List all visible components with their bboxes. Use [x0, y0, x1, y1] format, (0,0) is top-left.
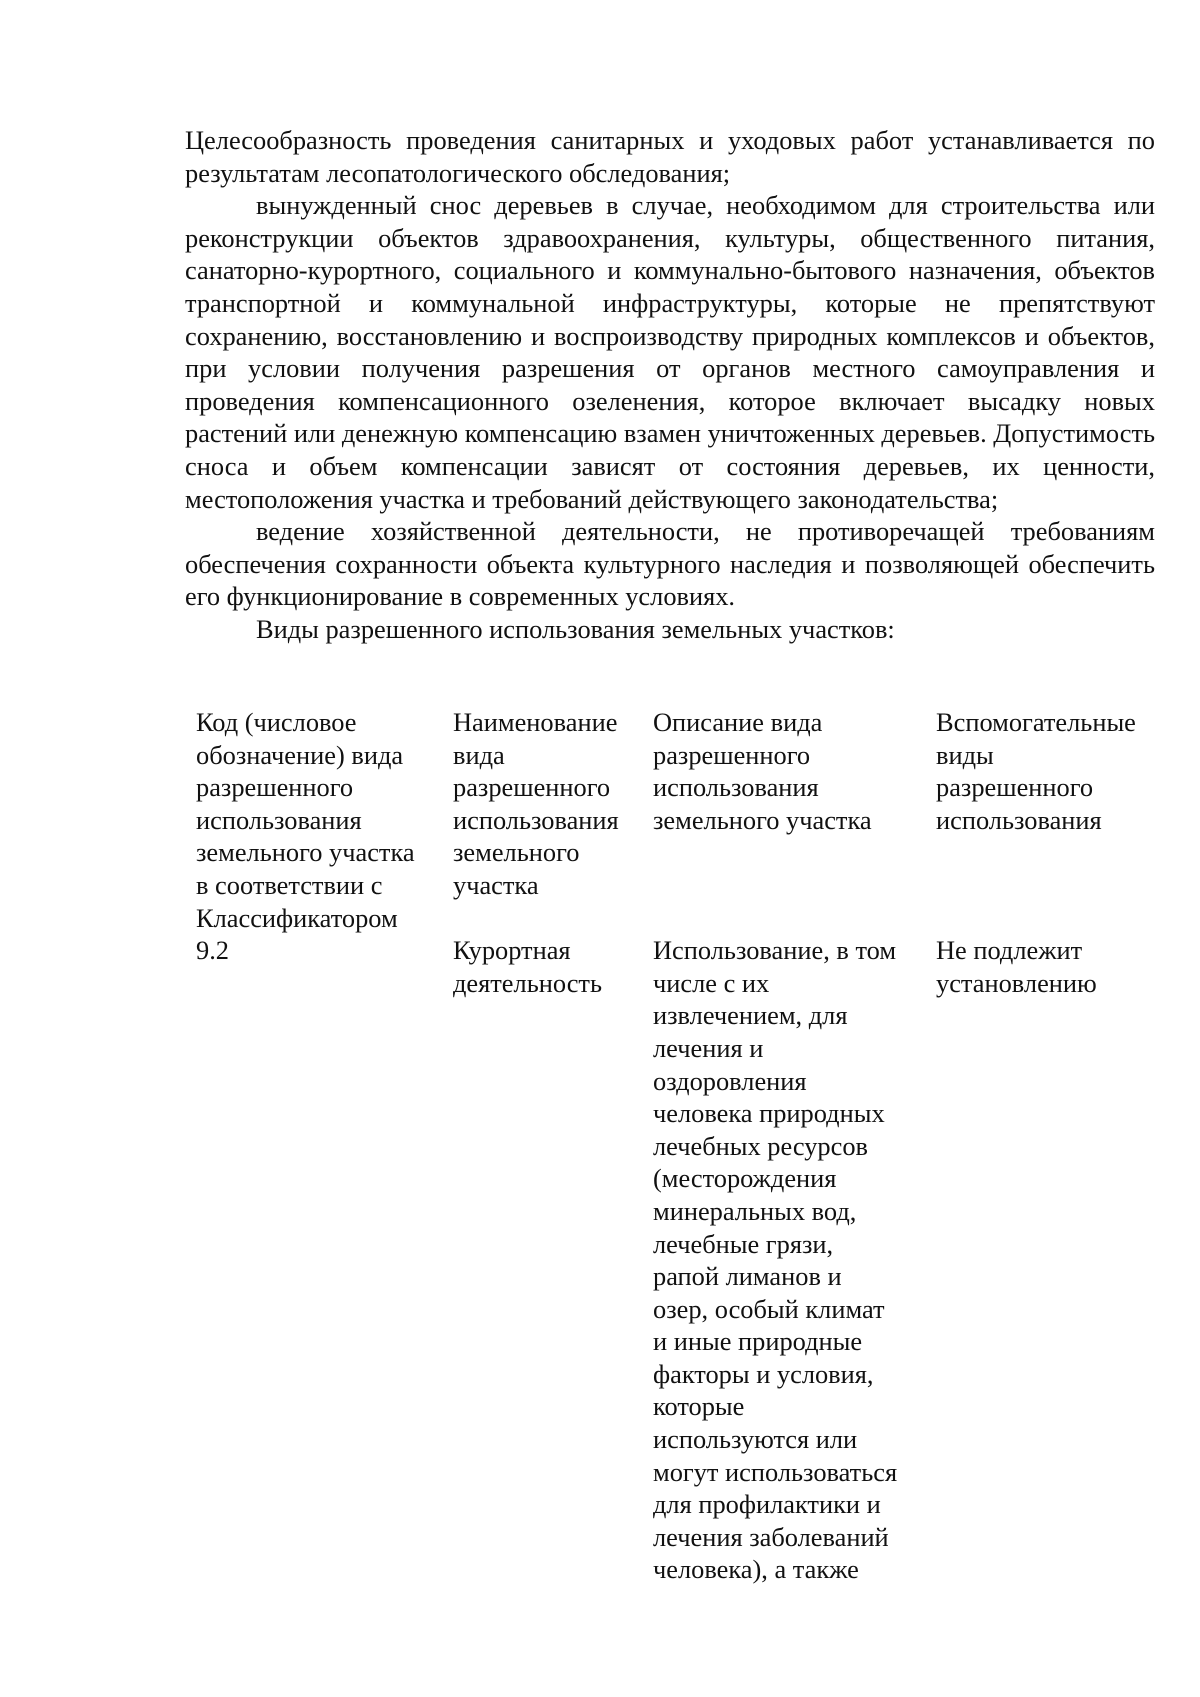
cell-name: Курортная деятельность — [453, 935, 602, 998]
header-description: Описание вида разрешенного использования земельного участка — [653, 707, 872, 835]
table-row — [196, 934, 1176, 1586]
paragraph-economic-activity: ведение хозяйственной деятельности, не противоречащей требованиям обеспечения сохранности объекта культурного наследия и позволяющей обеспечить его функционирование в современных условиях. — [185, 516, 1155, 612]
paragraph-land-use-intro: Виды разрешенного использования земельных участков: — [256, 613, 895, 644]
header-name: Наименование вида разрешенного использования земельного участка — [453, 707, 619, 900]
cell-code: 9.2 — [196, 935, 229, 966]
header-auxiliary: Вспомогательные виды разрешенного использования — [936, 707, 1136, 835]
body-text — [185, 124, 1155, 646]
table-header-row — [196, 706, 1176, 934]
cell-description: Использование, в том числе с их извлечением, для лечения и оздоровления человека природных лечебных ресурсов (месторождения минеральных вод, лечебные грязи, рапой лиманов и озер, особый климат и иные природные факторы и условия, которые используются или могут использоваться для профилактики и лечения заболеваний человека), а также — [653, 935, 898, 1585]
paragraph-continuation: Целесообразность проведения санитарных и уходовых работ устанавливается по результатам лесопатологического обследования; — [185, 125, 1155, 188]
paragraph-tree-removal: вынужденный снос деревьев в случае, необходимом для строительства или реконструкции объектов здравоохранения, культуры, общественного питания, санаторно-курортного, социального и коммунально-бытового назначения, объектов транспортной и коммунальной инфраструктуры, которые не препятствуют сохранению, восстановлению и воспроизводству природных комплексов и объектов, при условии получения разрешения от органов местного самоуправления и проведения компенсационного озеленения, которое включает высадку новых растений или денежную компенсацию взамен уничтоженных деревьев. Допустимость сноса и объем компенсации зависят от состояния деревьев, их ценности, местоположения участка и требований действующего законодательства; — [185, 190, 1156, 514]
land-use-table — [196, 706, 1176, 1586]
header-code: Код (числовое обозначение) вида разрешенного использования земельного участка в соответствии с Классификатором — [196, 707, 415, 933]
cell-auxiliary: Не подлежит установлению — [936, 935, 1097, 998]
